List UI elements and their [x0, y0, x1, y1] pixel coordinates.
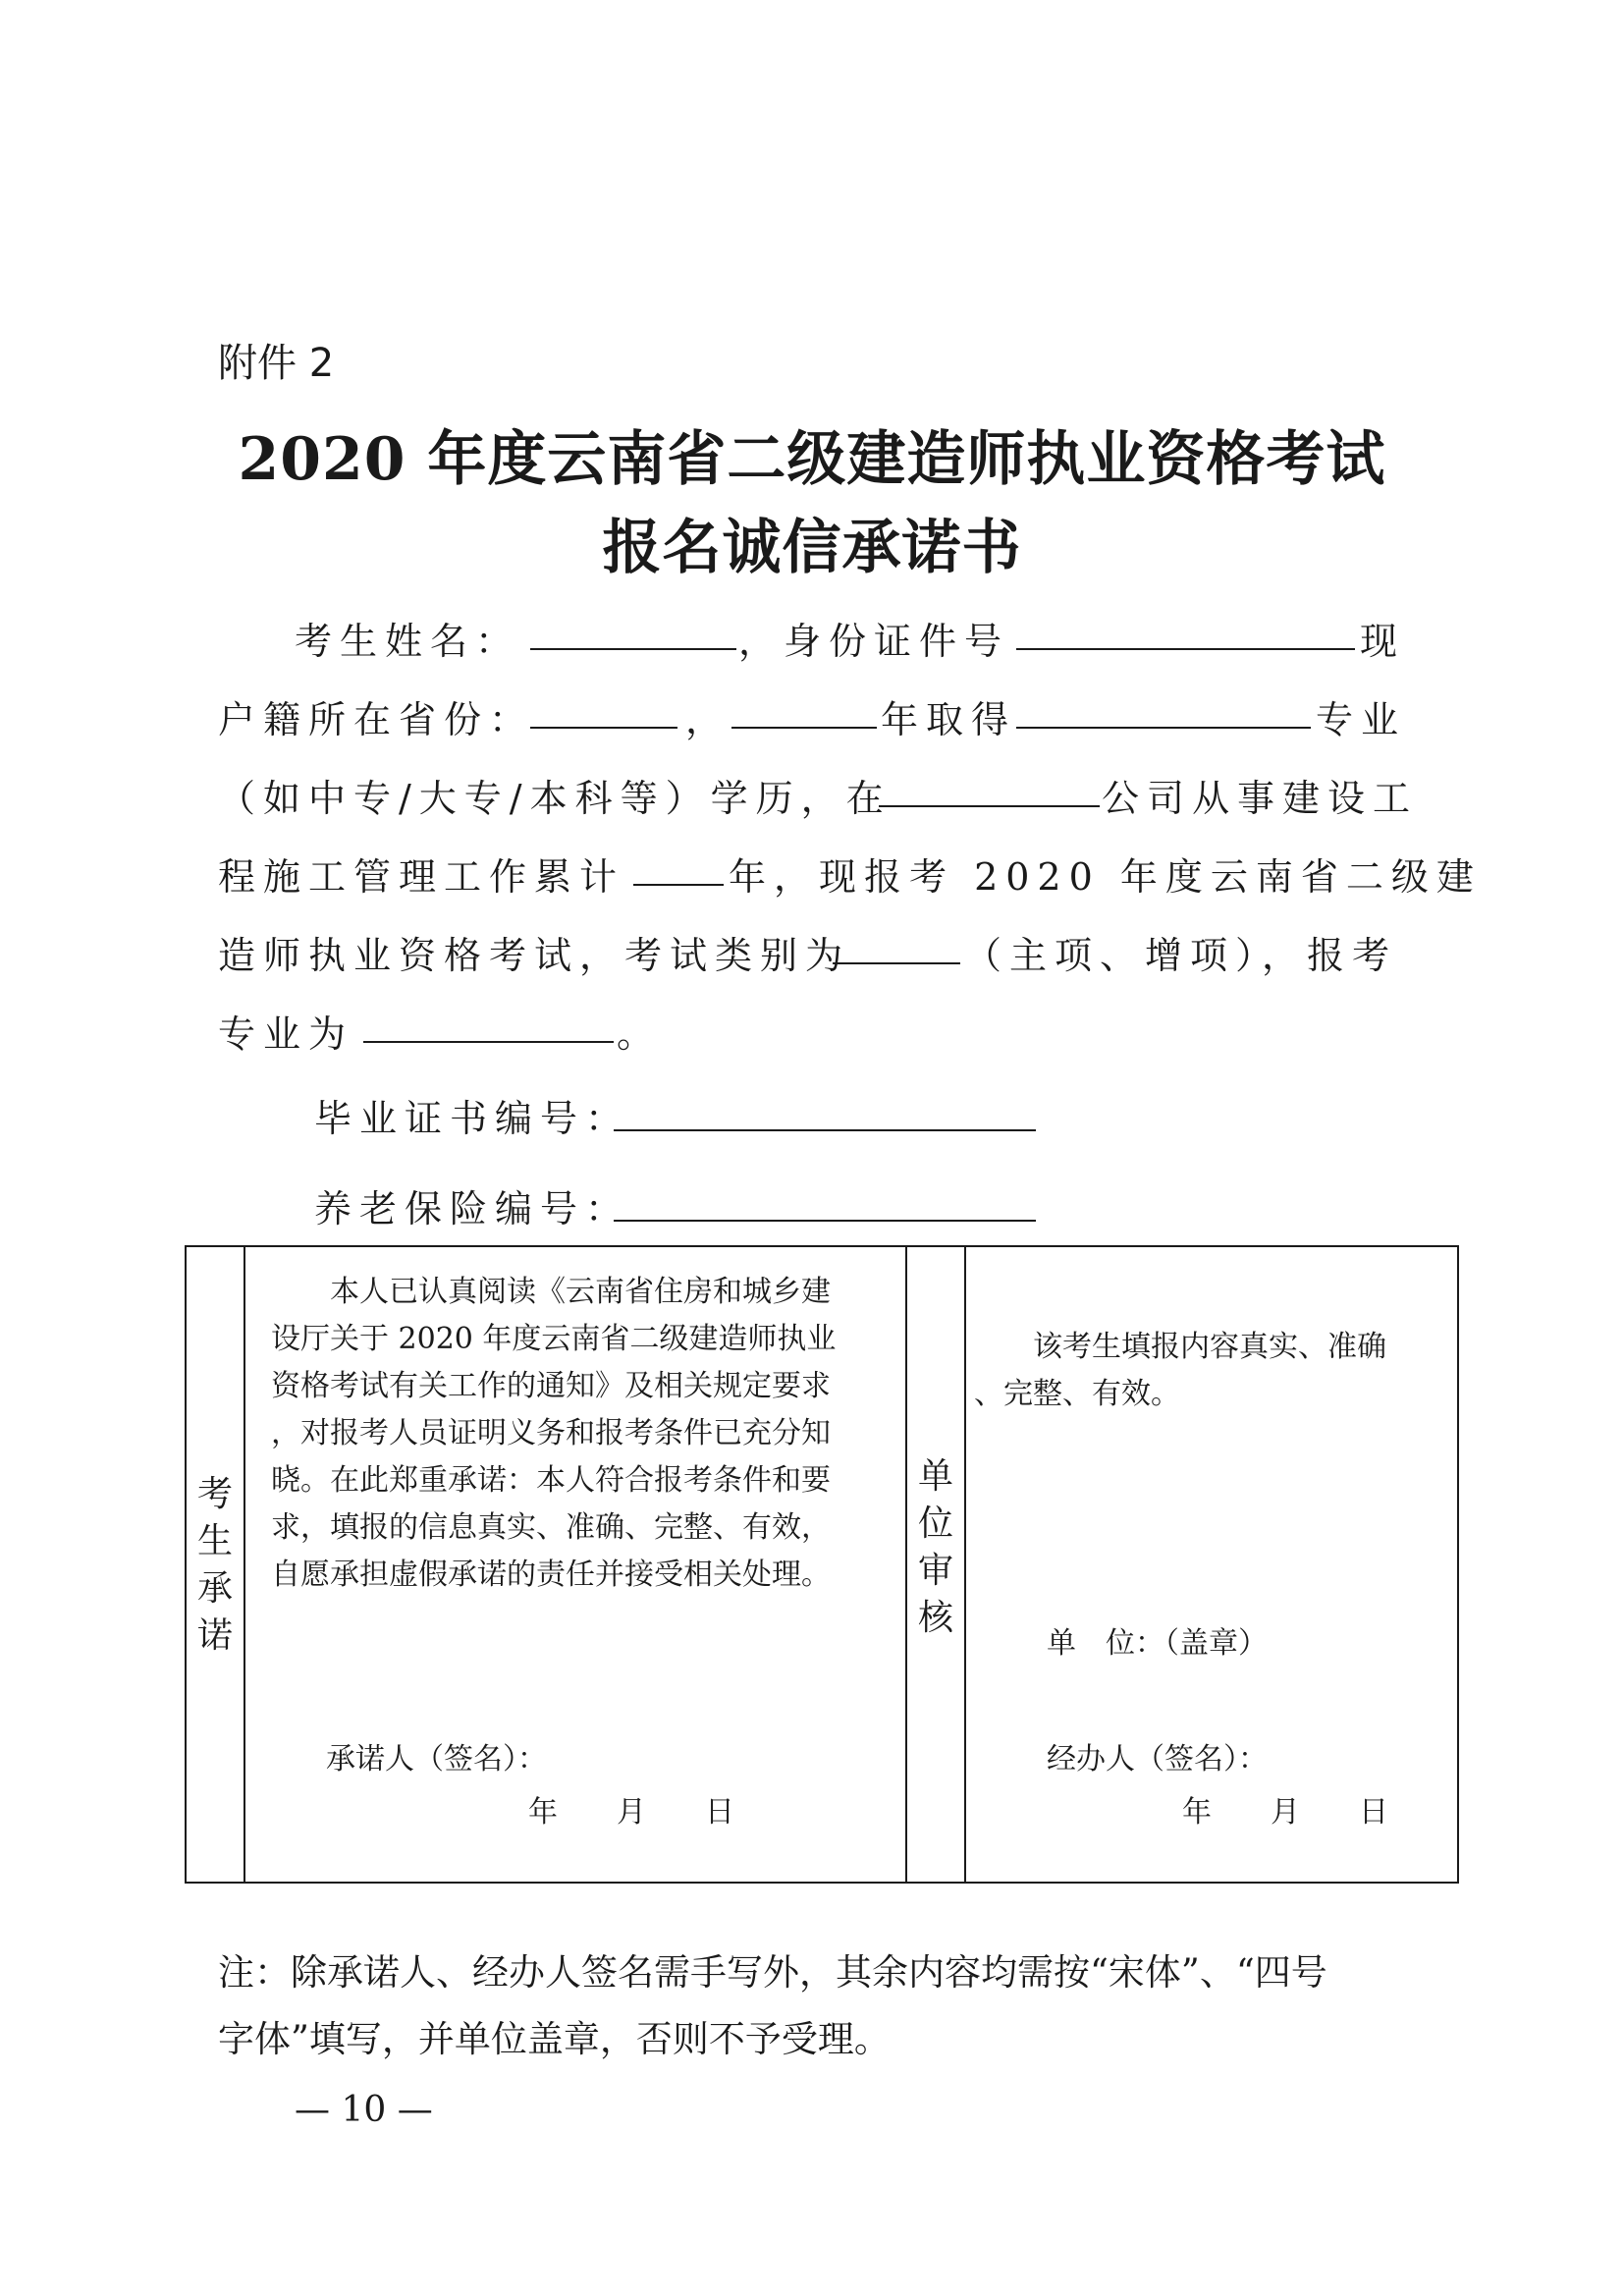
unit-date: 年 月 日: [1182, 1795, 1388, 1830]
unit-review-text: 该考生填报内容真实、准确 、完整、有效。: [974, 1330, 1386, 1411]
field-candidate-name[interactable]: [530, 648, 736, 650]
candidate-signature-label: 承诺人（签名）：: [326, 1742, 547, 1777]
text-row5-end: （主项、增项），报考: [964, 934, 1398, 977]
note-line2: 字体”填写，并单位盖章，否则不予受理。: [218, 2018, 891, 2060]
label-graduation-cert: 毕业证书编号：: [314, 1097, 631, 1140]
label-candidate-name: 考生姓名：: [295, 620, 521, 663]
candidate-commitment-text: 本人已认真阅读《云南省住房和城乡建 设厅关于 2020 年度云南省二级建造师执业 资格考试有关工作的通知》及相关规定要求 ，对报考人员证明义务和报考条件已充分知 晓。在此郑重承诺：本人符合报考条件和要 求，填报的信息真实、准确、完整、有效， 自愿承担虚假承诺的责任并接受相关处理。: [271, 1275, 837, 1592]
field-exam-major[interactable]: [363, 1041, 614, 1043]
text-row3-end: 公司从事建设工: [1102, 777, 1419, 820]
text-comma: ，: [685, 698, 731, 741]
label-education: （如中专/大专/本科等）学历，在: [218, 777, 892, 820]
field-exam-category[interactable]: [833, 962, 960, 964]
label-major: 专业: [1316, 698, 1407, 741]
candidate-date: 年 月 日: [528, 1795, 734, 1830]
label-exam-category: 造师执业资格考试，考试类别为: [218, 934, 851, 977]
field-id-number[interactable]: [1016, 648, 1355, 650]
document-title-line2: 报名诚信承诺书: [602, 514, 1022, 582]
unit-stamp-label: 单 位：（盖章）: [1047, 1626, 1268, 1661]
label-id-number: ，身份证件号: [738, 620, 1010, 663]
table-divider: [905, 1247, 907, 1882]
field-year[interactable]: [731, 727, 877, 729]
label-pension-number: 养老保险编号：: [314, 1187, 631, 1230]
page-number: — 10 —: [295, 2090, 433, 2130]
commitment-table: [185, 1245, 1459, 1884]
label-province: 户籍所在省份：: [218, 698, 535, 741]
text-row4-end: 年，现报考 2020 年度云南省二级建: [729, 855, 1482, 899]
field-pension-number[interactable]: [614, 1220, 1036, 1222]
candidate-commitment-label: 考 生 承 诺: [196, 1474, 233, 1656]
field-province[interactable]: [530, 727, 677, 729]
text-row1-end: 现: [1360, 620, 1406, 663]
note-line1: 注：除承诺人、经办人签名需手写外，其余内容均需按“宋体”、“四号: [218, 1951, 1327, 1994]
field-graduation-cert[interactable]: [614, 1129, 1036, 1131]
text-row6-end: 。: [617, 1012, 663, 1056]
document-title-line1: 2020 年度云南省二级建造师执业资格考试: [238, 425, 1386, 494]
field-work-years[interactable]: [633, 884, 724, 886]
table-divider: [964, 1247, 966, 1882]
label-work-years: 程施工管理工作累计: [218, 855, 625, 899]
handler-signature-label: 经办人（签名）：: [1047, 1742, 1268, 1777]
attachment-label: 附件 2: [218, 341, 335, 386]
table-divider: [244, 1247, 245, 1882]
unit-review-label: 单 位 审 核: [917, 1456, 953, 1638]
label-exam-major: 专业为: [218, 1012, 354, 1056]
label-year-obtained: 年取得: [881, 698, 1017, 741]
field-company[interactable]: [879, 805, 1100, 807]
field-major[interactable]: [1016, 727, 1311, 729]
